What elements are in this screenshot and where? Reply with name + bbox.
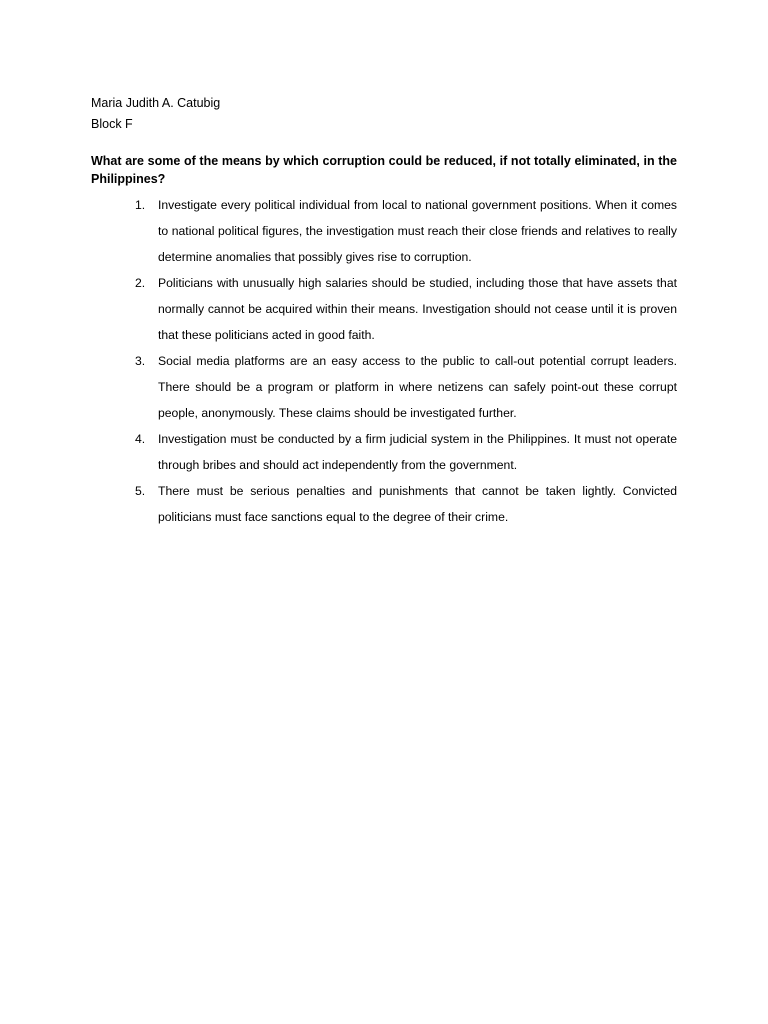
block-label: Block F (91, 117, 133, 131)
list-item-number: 5. (135, 484, 146, 498)
list-item-number: 4. (135, 432, 146, 446)
list-item-text: Investigation must be conducted by a firm judicial system in the Philippines. It must not operate through bribes and should act independently from the government. (158, 432, 677, 472)
author-name: Maria Judith A. Catubig (91, 96, 221, 110)
list-item-text: There must be serious penalties and punishments that cannot be taken lightly. Convicted politicians must face sanctions equal to the degree of their crime. (158, 484, 677, 524)
list-item-text: Investigate every political individual from local to national government positions. When it comes to national political figures, the investigation must reach their close friends and relatives to really determine anomalies that possibly gives rise to corruption. (158, 198, 677, 264)
author-block (91, 93, 677, 135)
question-heading: What are some of the means by which corruption could be reduced, if not totally eliminated, in the Philippines? (91, 154, 677, 186)
list-item (91, 426, 677, 478)
answer-list (91, 192, 677, 530)
list-item (91, 270, 677, 348)
list-item-number: 3. (135, 354, 146, 368)
list-item-text: Social media platforms are an easy access to the public to call-out potential corrupt leaders. There should be a program or platform in where netizens can safely point-out these corrupt people, anonymously. These claims should be investigated further. (158, 354, 677, 420)
list-item (91, 192, 677, 270)
list-item-number: 1. (135, 198, 146, 212)
list-item (91, 478, 677, 530)
list-item-number: 2. (135, 276, 146, 290)
list-item (91, 348, 677, 426)
list-item-text: Politicians with unusually high salaries should be studied, including those that have assets that normally cannot be acquired within their means. Investigation should not cease until it is proven that these politicians acted in good faith. (158, 276, 677, 342)
